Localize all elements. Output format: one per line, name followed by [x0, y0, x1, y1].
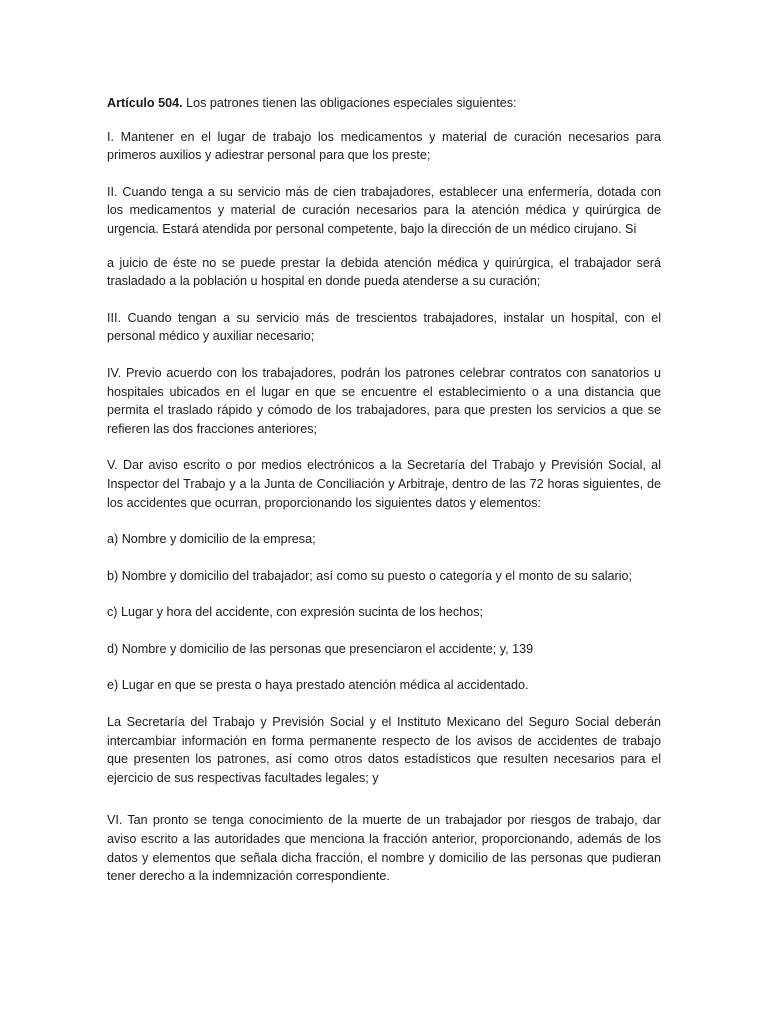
article-heading: Artículo 504.	[107, 96, 183, 110]
paragraph-fraction-3: III. Cuando tengan a su servicio más de trescientos trabajadores, instalar un hospital, con el personal médico y auxiliar necesario;	[107, 310, 661, 344]
document-body	[107, 94, 661, 904]
paragraph-fraction-5: V. Dar aviso escrito o por medios electrónicos a la Secretaría del Trabajo y Previsión Social, al Inspector del Trabajo y a la Junta de Conciliación y Arbitraje, dentro de las 72 horas siguientes, de los accidentes que ocurran, proporcionando los siguientes datos y elementos:	[107, 458, 661, 510]
paragraph-fraction-1: I. Mantener en el lugar de trabajo los medicamentos y material de curación necesarios para primeros auxilios y adiestrar personal para que los preste;	[107, 129, 661, 163]
article-intro-text: Los patrones tienen las obligaciones especiales siguientes:	[182, 96, 517, 110]
paragraph-item-c: c) Lugar y hora del accidente, con expresión sucinta de los hechos;	[107, 605, 483, 620]
paragraph-secretaria: La Secretaría del Trabajo y Previsión Social y el Instituto Mexicano del Seguro Social deberán intercambiar información en forma permanente respecto de los avisos de accidentes de trabajo que presenten los patrones, así como otros datos estadísticos que resulten necesarios para el ejercicio de sus respectivas facultades legales; y	[107, 715, 661, 785]
paragraph-fraction-6: VI. Tan pronto se tenga conocimiento de la muerte de un trabajador por riesgos de trabajo, dar aviso escrito a las autoridades que menciona la fracción anterior, proporcionando, además de los datos y elementos que señala dicha fracción, el nombre y domicilio de las personas que pudieran tener derecho a la indemnización correspondiente.	[107, 813, 661, 884]
paragraph-fraction-4: IV. Previo acuerdo con los trabajadores, podrán los patrones celebrar contratos con sanatorios u hospitales ubicados en el lugar en que se encuentre el establecimiento o a una distancia que permita el traslado rápido y cómodo de los trabajadores, para que presten los servicios a que se refieren las dos fracciones anteriores;	[107, 365, 661, 436]
paragraph-item-e: e) Lugar en que se presta o haya prestado atención médica al accidentado.	[107, 678, 529, 693]
paragraph-fraction-2: II. Cuando tenga a su servicio más de cien trabajadores, establecer una enfermería, dotada con los medicamentos y material de curación necesarios para la atención médica y quirúrgica de urgencia. Estará atendida por personal competente, bajo la dirección de un médico cirujano. Si	[107, 184, 661, 236]
paragraph-item-d: d) Nombre y domicilio de las personas que presenciaron el accidente; y, 139	[107, 641, 534, 656]
paragraph-item-a: a) Nombre y domicilio de la empresa;	[107, 532, 316, 547]
paragraph-fraction-2-continued: a juicio de éste no se puede prestar la debida atención médica y quirúrgica, el trabajador será trasladado a la población u hospital en donde pueda atenderse a su curación;	[107, 255, 661, 289]
paragraph-item-b: b) Nombre y domicilio del trabajador; así como su puesto o categoría y el monto de su salario;	[107, 568, 633, 583]
article-intro	[107, 94, 661, 113]
